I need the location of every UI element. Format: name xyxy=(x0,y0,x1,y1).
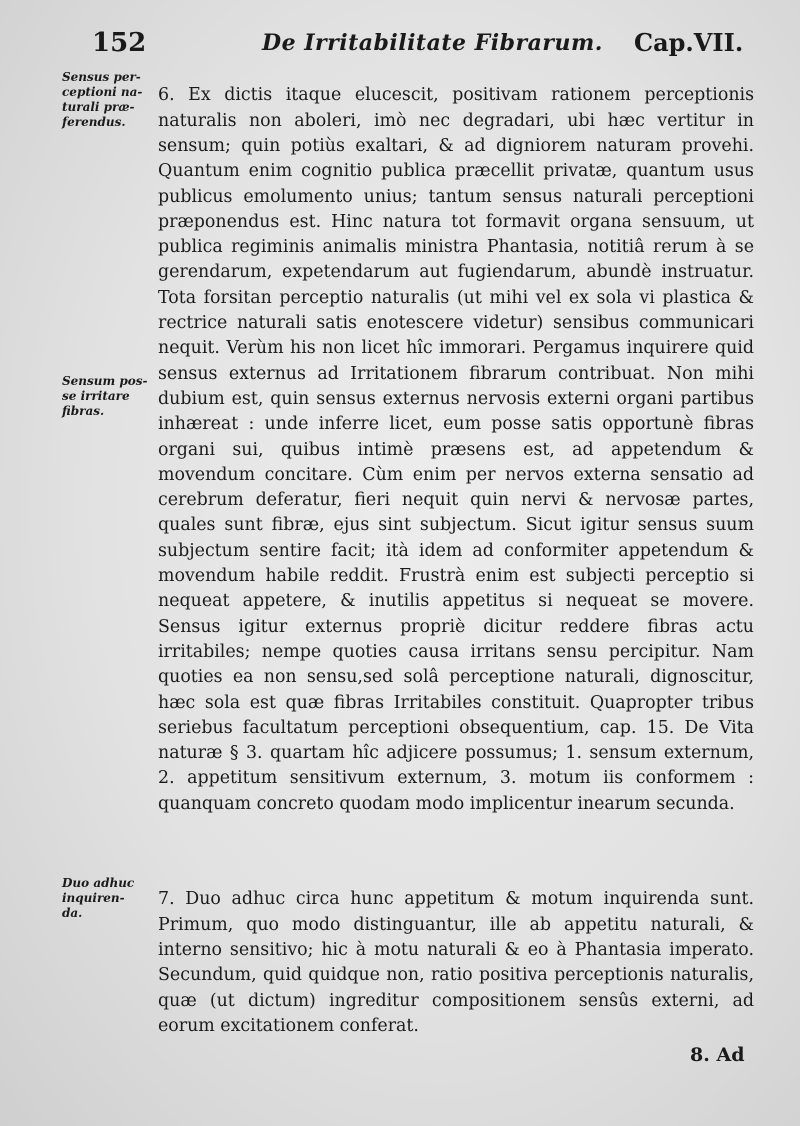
marginal-note: Sensus per- ceptioni na- turali præ- ferendus. xyxy=(62,70,143,129)
marginal-note: Sensum pos- se irritare fibras. xyxy=(62,374,148,418)
body-paragraph: 6. Ex dictis itaque elucescit, positivam rationem perceptionis naturalis non aboleri, imò nec degradari, ubi hæc vertitur in sensum; quin potiùs exaltari, & ad digniorem naturam provehi. Quantum enim cognitio publica præcellit privatæ, quantum usus publicus emolumento unius; tantum sensus naturali perceptioni præponendus est. Hinc natura tot formavit organa sensuum, ut publica regiminis animalis ministra Phantasia, notitiâ rerum à se gerendarum, expetendarum aut fugiendarum, abundè instruatur. Tota forsitan perceptio naturalis (ut mihi vel ex sola vi plastica & rectrice naturali satis enotescere videtur) sensibus communicari nequit. Verùm his non licet hîc immorari. Pergamus inquirere quid sensus externus ad Irritationem fibrarum contribuat. Non mihi dubium est, quin sensus externus nervosis externi organi partibus inhæreat : unde inferre licet, eum posse satis opportunè fibras organi sui, quibus intimè præsens est, ad appetendum & movendum concitare. Cùm enim per nervos externa sensatio ad cerebrum deferatur, fieri nequit quin nervi & nervosæ partes, quales sunt fibræ, ejus sint subjectum. Sicut igitur sensus suum subjectum sentire facit; ità idem ad conformiter appetendum & movendum habile reddit. Frustrà enim est subjecti perceptio si nequeat appetere, & inutilis appetitus si nequeat se movere. Sensus igitur externus propriè dicitur reddere fibras actu irritabiles; nempe quoties causa irritans sensu percipitur. Nam quoties ea non sensu,sed solâ perceptione naturali, dignoscitur, hæc sola est quæ fibras Irritabiles constituit. Quapropter tribus seriebus facultatum perceptioni obsequentium, cap. 15. De Vita naturæ § 3. quartam hîc adjicere possumus; 1. sensum externum, 2. appetitum sensitivum externum, 3. motum iis conformem : quanquam concreto quodam modo implicentur inearum secunda. xyxy=(158,85,754,814)
body-paragraph: 7. Duo adhuc circa hunc appetitum & motum inquirenda sunt. Primum, quo modo distinguantur, ille ab appetitu naturali, & interno sensitivo; hic à motu naturali & eo à Phantasia imperato. Secundum, quid quidque non, ratio positiva perceptionis naturalis, quæ (ut dictum) ingreditur compositionem sensûs externi, ad eorum excitationem conferat. xyxy=(158,889,754,1036)
page-header xyxy=(0,22,800,62)
marginal-note: Duo adhuc inquiren- da. xyxy=(62,876,135,920)
catchword: 8. Ad xyxy=(690,1044,745,1066)
chapter-label: Cap.VII. xyxy=(634,28,744,57)
page-number: 152 xyxy=(92,28,147,58)
running-title: De Irritabilitate Fibrarum. xyxy=(262,30,603,56)
